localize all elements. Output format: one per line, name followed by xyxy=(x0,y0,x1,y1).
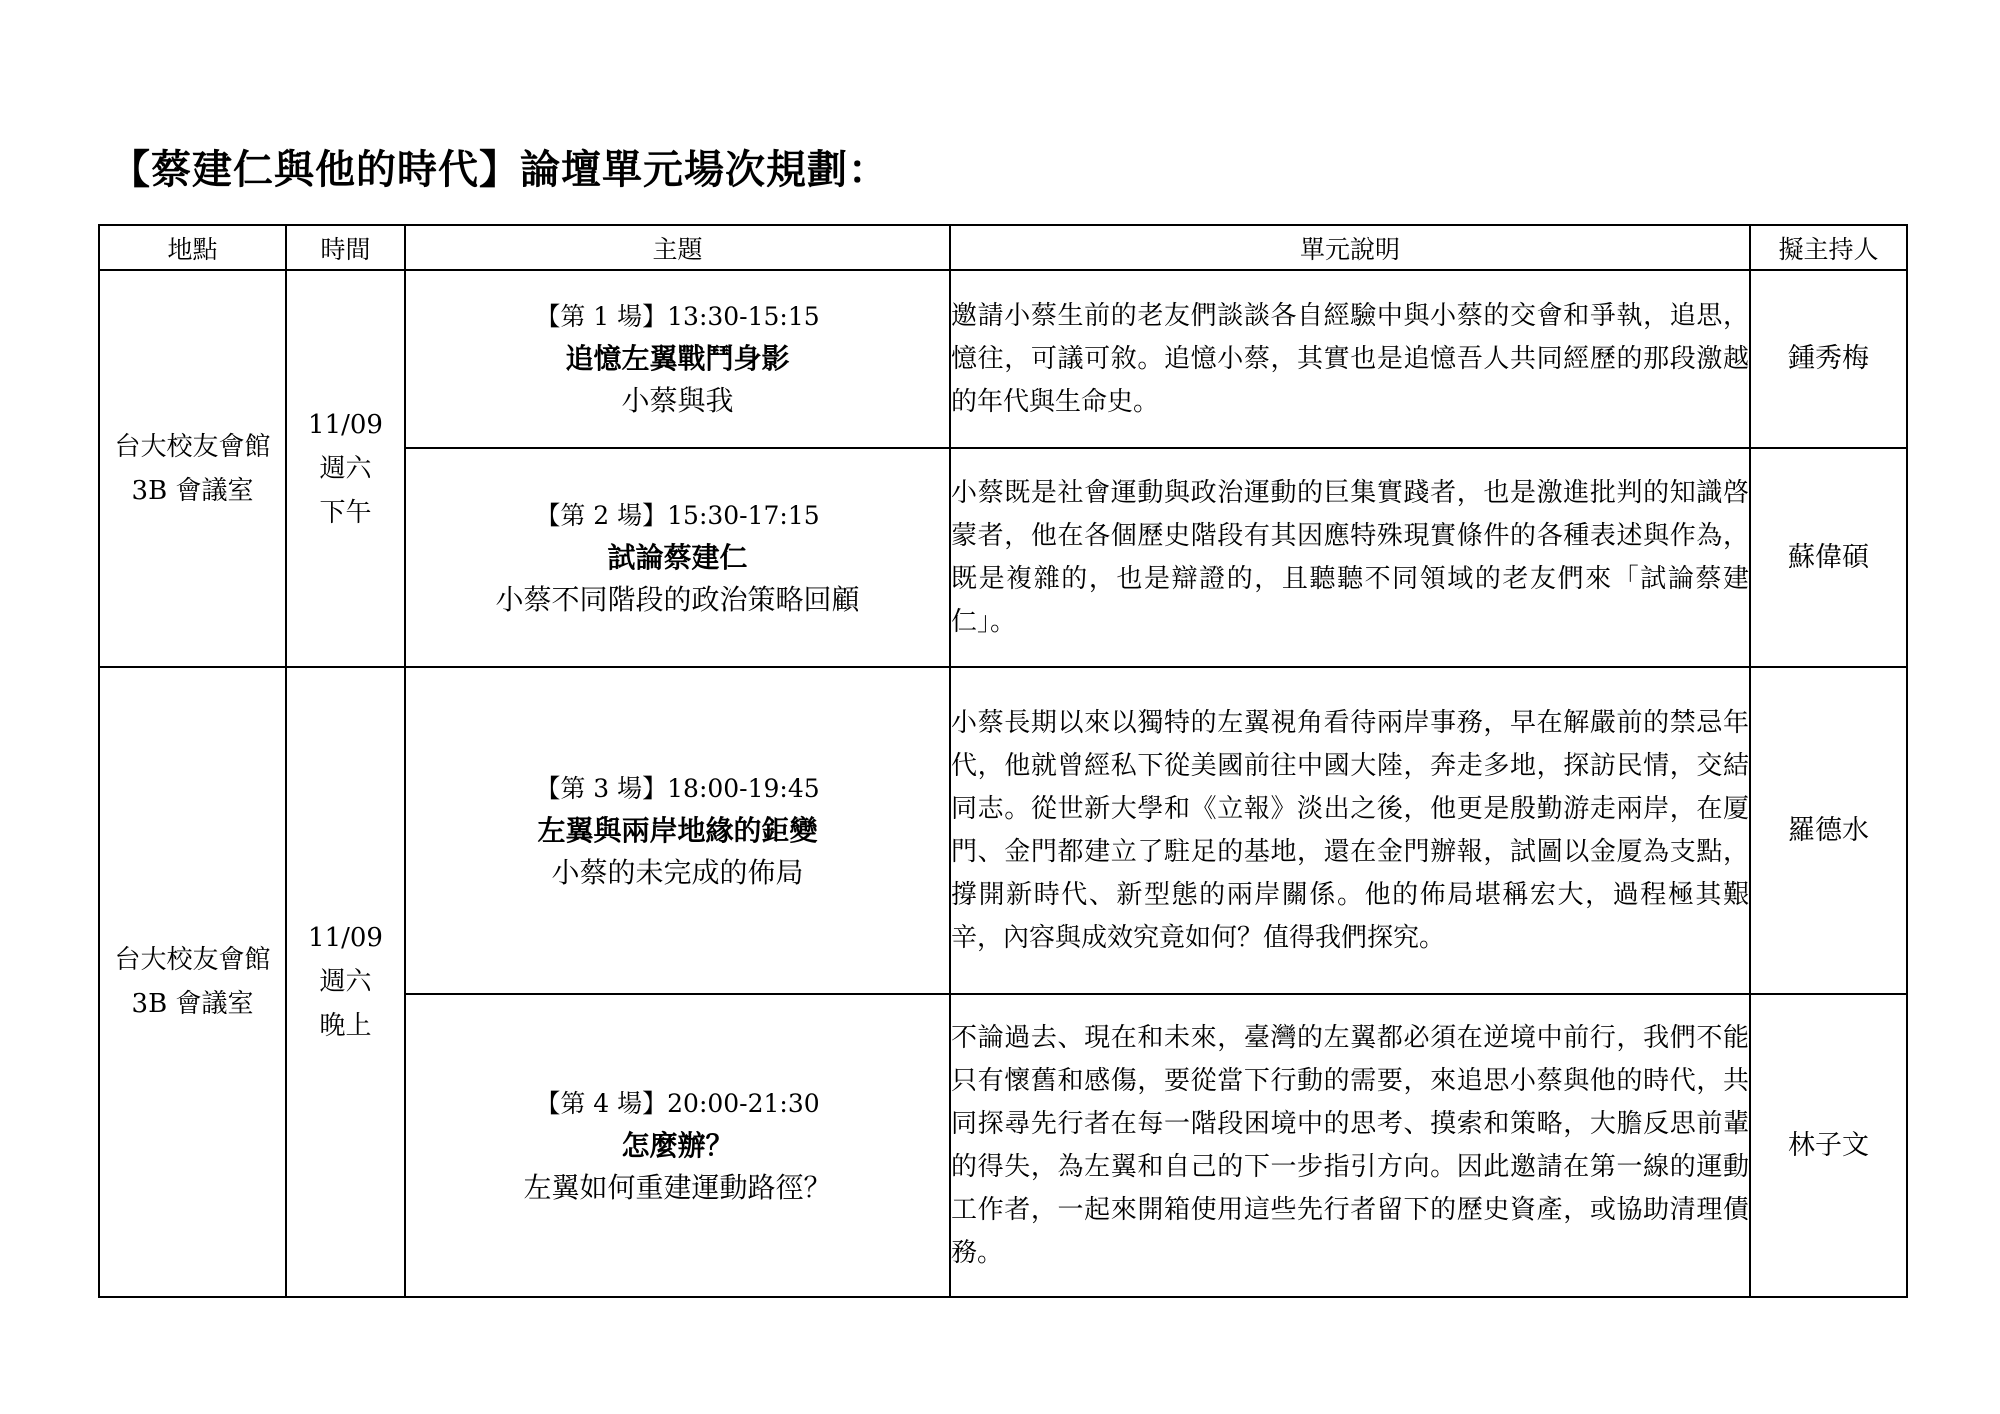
session-description: 不論過去、現在和未來，臺灣的左翼都必須在逆境中前行，我們不能只有懷舊和感傷，要從當下行動的需要，來追思小蔡與他的時代，共同探尋先行者在每一階段困境中的思考、摸索和策略，大膽反思前輩的得失，為左翼和自己的下一步指引方向。因此邀請在第一線的運動工作者，一起來開箱使用這些先行者留下的歷史資產，或協助清理債務。 xyxy=(950,994,1750,1297)
session-description: 小蔡長期以來以獨特的左翼視角看待兩岸事務，早在解嚴前的禁忌年代，他就曾經私下從美國前往中國大陸，奔走多地，探訪民情，交結同志。從世新大學和《立報》淡出之後，他更是殷勤游走兩岸，在厦門、金門都建立了駐足的基地，還在金門辦報，試圖以金厦為支點，撐開新時代、新型態的兩岸關係。他的佈局堪稱宏大，過程極其艱辛，內容與成效究竟如何？值得我們探究。 xyxy=(950,667,1750,994)
header-host: 擬主持人 xyxy=(1750,225,1907,270)
session-label: 【第 3 場】18:00-19:45 xyxy=(535,773,820,803)
venue-room: 3B 會議室 xyxy=(131,475,254,506)
period: 下午 xyxy=(319,497,372,528)
session-cell xyxy=(405,448,950,667)
session-label: 【第 1 場】13:30-15:15 xyxy=(535,302,820,331)
header-time: 時間 xyxy=(286,225,405,270)
session-topic: 左翼與兩岸地緣的鉅變 xyxy=(537,813,818,847)
session-label: 【第 4 場】20:00-21:30 xyxy=(535,1088,820,1118)
page-title: 【蔡建仁與他的時代】論壇單元場次規劃： xyxy=(110,146,889,193)
session-topic: 追憶左翼戰鬥身影 xyxy=(565,342,790,375)
schedule-table xyxy=(98,224,1908,1298)
time-cell xyxy=(286,270,405,667)
session-row xyxy=(99,270,1907,448)
header-venue: 地點 xyxy=(99,225,286,270)
period: 晚上 xyxy=(319,1011,372,1041)
session-host: 鍾秀梅 xyxy=(1750,270,1907,448)
session-subtitle: 小蔡的未完成的佈局 xyxy=(551,855,804,889)
session-cell xyxy=(405,667,950,994)
header-row xyxy=(99,225,1907,270)
date: 11/09 xyxy=(308,923,383,953)
session-subtitle: 小蔡不同階段的政治策略回顧 xyxy=(495,582,860,616)
venue-cell xyxy=(99,667,286,1297)
session-cell xyxy=(405,994,950,1297)
venue-name: 台大校友會館 xyxy=(114,945,271,975)
header-description: 單元說明 xyxy=(950,225,1750,270)
session-topic: 怎麼辦？ xyxy=(621,1128,734,1162)
session-topic: 試論蔡建仁 xyxy=(607,540,748,574)
session-subtitle: 小蔡與我 xyxy=(621,384,734,417)
session-row xyxy=(99,667,1907,994)
venue-cell xyxy=(99,270,286,667)
session-cell xyxy=(405,270,950,448)
session-host: 羅德水 xyxy=(1750,667,1907,994)
venue-room: 3B 會議室 xyxy=(131,989,254,1019)
time-cell xyxy=(286,667,405,1297)
session-description: 小蔡既是社會運動與政治運動的巨集實踐者，也是激進批判的知識啓蒙者，他在各個歷史階段有其因應特殊現實條件的各種表述與作為，既是複雜的，也是辯證的，且聽聽不同領域的老友們來「試論蔡建仁」。 xyxy=(950,448,1750,667)
header-topic: 主題 xyxy=(405,225,950,270)
session-host: 蘇偉碩 xyxy=(1750,448,1907,667)
session-label: 【第 2 場】15:30-17:15 xyxy=(535,500,820,530)
session-subtitle: 左翼如何重建運動路徑？ xyxy=(523,1170,832,1204)
venue-name: 台大校友會館 xyxy=(114,431,271,462)
session-host: 林子文 xyxy=(1750,994,1907,1297)
weekday: 週六 xyxy=(319,453,372,484)
session-description: 邀請小蔡生前的老友們談談各自經驗中與小蔡的交會和爭執，追思，憶往，可議可敘。追憶小蔡，其實也是追憶吾人共同經歷的那段激越的年代與生命史。 xyxy=(950,270,1750,448)
weekday: 週六 xyxy=(319,967,372,997)
date: 11/09 xyxy=(308,409,383,440)
